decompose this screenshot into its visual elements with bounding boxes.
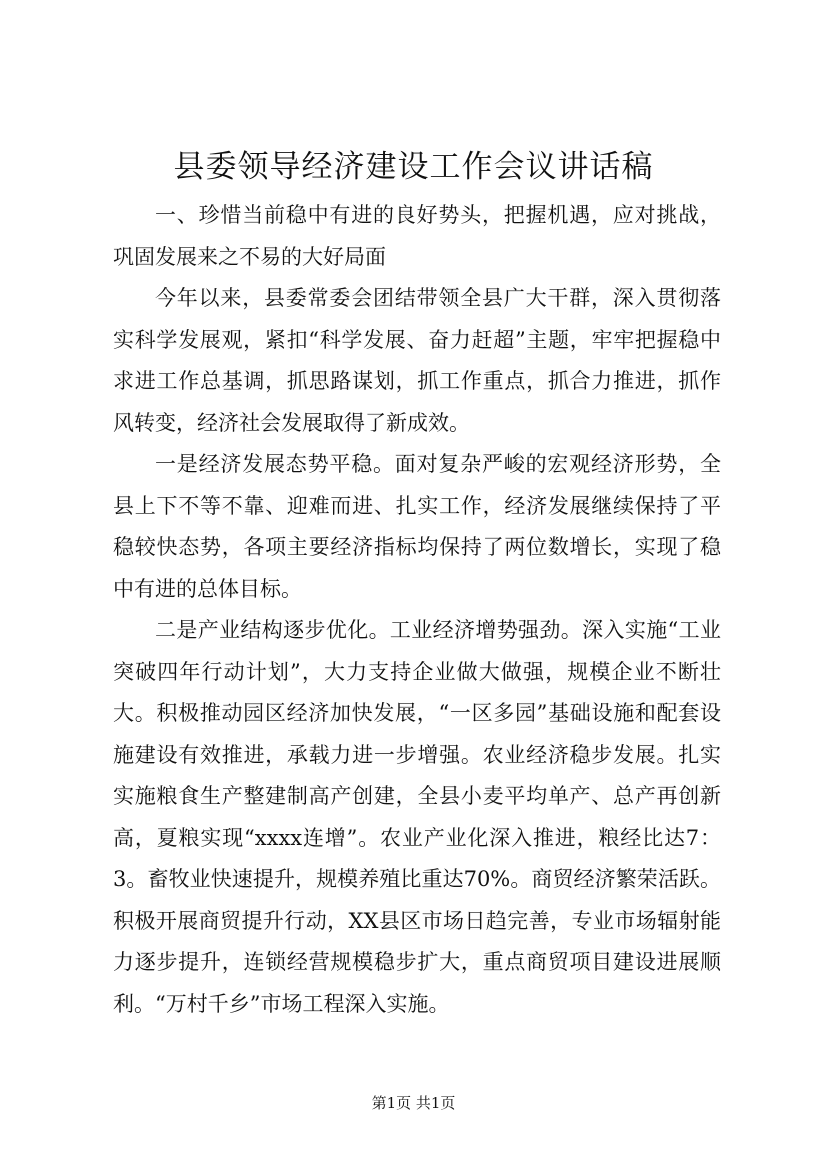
paragraph-intro: 今年以来，县委常委会团结带领全县广大干群，深入贯彻落实科学发展观，紧扣“科学发展、奋力赶超”主题，牢牢把握稳中求进工作总基调，抓思路谋划，抓工作重点，抓合力推进，抓作风转变，经济社会发展取得了新成效。 <box>113 286 721 435</box>
paragraph-industry: 二是产业结构逐步优化。工业经济增势强劲。深入实施“工业突破四年行动计划”，大力支持企业做大做强，规模企业不断壮大。积极推动园区经济加快发展，“一区多园”基础设施和配套设施建设有效推进，承载力进一步增强。农业经济稳步发展。扎实实施粮食生产整建制高产创建，全县小麦平均单产、总产再创新高，夏粮实现“xxxx连增”。农业产业化深入推进，粮经比达7：3。畜牧业快速提升，规模养殖比重达70%。商贸经济繁荣活跃。积极开展商贸提升行动，XX县区市场日趋完善，专业市场辐射能力逐步提升，连锁经营规模稳步扩大，重点商贸项目建设进展顺利。“万村千乡”市场工程深入实施。 <box>113 618 721 1016</box>
page-footer: 第1页 共1页 <box>371 1094 456 1112</box>
section-heading: 一、珍惜当前稳中有进的良好势头，把握机遇，应对挑战，巩固发展来之不易的大好局面 <box>113 203 721 269</box>
document-body <box>113 195 721 1025</box>
paragraph-economy: 一是经济发展态势平稳。面对复杂严峻的宏观经济形势，全县上下不等不靠、迎难而进、扎实工作，经济发展继续保持了平稳较快态势，各项主要经济指标均保持了两位数增长，实现了稳中有进的总体目标。 <box>113 452 721 601</box>
document-title: 县委领导经济建设工作会议讲话稿 <box>173 149 654 185</box>
